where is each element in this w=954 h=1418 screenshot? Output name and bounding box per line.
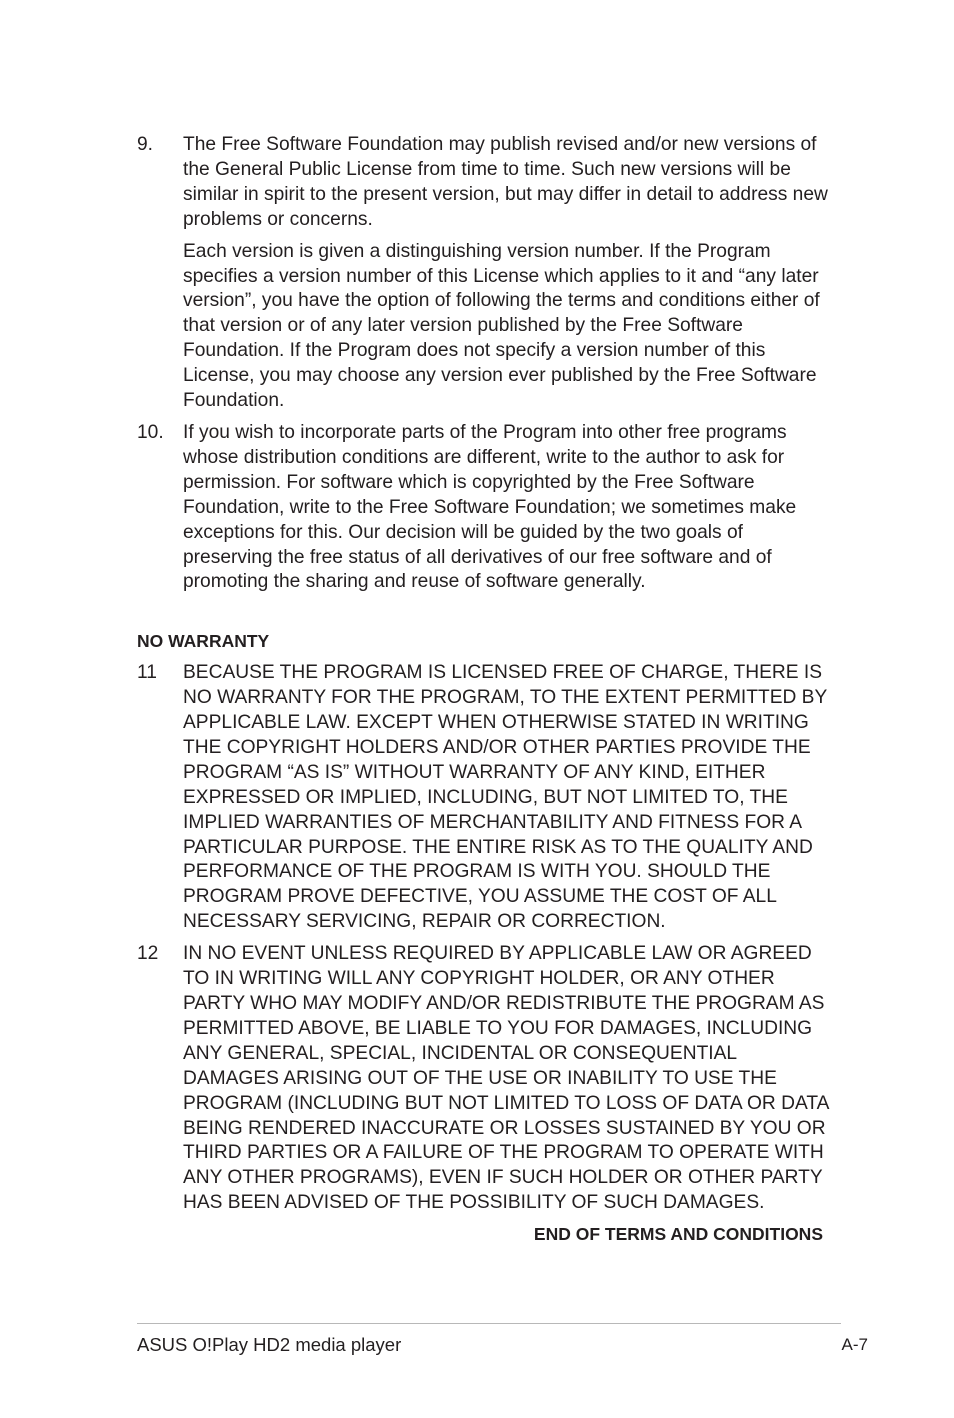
clause-11 bbox=[137, 661, 837, 935]
page-number: A-7 bbox=[841, 1335, 868, 1354]
clause-9 bbox=[137, 133, 837, 414]
page-content bbox=[137, 133, 837, 1247]
clause-number: 10. bbox=[137, 421, 164, 443]
clause-paragraph: If you wish to incorporate parts of the Program into other free programs whose distribution conditions are different, write to the author to ask for permission. For software which is copyrighted by the Free Software Foundation, write to the Free Software Foundation; we sometimes make exceptions for this. Our decision will be guided by the two goals of preserving the free status of all derivatives of our free software and of promoting the sharing and reuse of software generally. bbox=[183, 421, 797, 593]
clause-paragraph: Each version is given a distinguishing version number. If the Program specifies a version number of this License which applies to it and “any later version”, you have the option of following the terms and conditions either of that version or of any later version published by the Free Software Foundation. If the Program does not specify a version number of this License, you may choose any version ever published by the Free Software Foundation. bbox=[183, 240, 820, 412]
clause-paragraph: IN NO EVENT UNLESS REQUIRED BY APPLICABLE LAW OR AGREED TO IN WRITING WILL ANY COPYRIGHT HOLDER, OR ANY OTHER PARTY WHO MAY MODIFY AND/OR REDISTRIBUTE THE PROGRAM AS PERMITTED ABOVE, BE LIABLE TO YOU FOR DAMAGES, INCLUDING ANY GENERAL, SPECIAL, INCIDENTAL OR CONSEQUENTIAL DAMAGES ARISING OUT OF THE USE OR INABILITY TO USE THE PROGRAM (INCLUDING BUT NOT LIMITED TO LOSS OF DATA OR DATA BEING RENDERED INACCURATE OR LOSSES SUSTAINED BY YOU OR THIRD PARTIES OR A FAILURE OF THE PROGRAM TO OPERATE WITH ANY OTHER PROGRAMS), EVEN IF SUCH HOLDER OR OTHER PARTY HAS BEEN ADVISED OF THE POSSIBILITY OF SUCH DAMAGES. bbox=[183, 943, 829, 1214]
footer-title: ASUS O!Play HD2 media player bbox=[137, 1334, 402, 1355]
clause-body bbox=[183, 942, 837, 1216]
clause-12 bbox=[137, 942, 837, 1216]
clause-body bbox=[183, 133, 837, 414]
footer-divider bbox=[137, 1323, 841, 1324]
section-heading: NO WARRANTY bbox=[137, 631, 270, 652]
end-of-terms: END OF TERMS AND CONDITIONS bbox=[533, 1224, 823, 1245]
clause-paragraph: BECAUSE THE PROGRAM IS LICENSED FREE OF CHARGE, THERE IS NO WARRANTY FOR THE PROGRAM, TO THE EXTENT PERMITTED BY APPLICABLE LAW. EXCEPT WHEN OTHERWISE STATED IN WRITING THE COPYRIGHT HOLDERS AND/OR OTHER PARTIES PROVIDE THE PROGRAM “AS IS” WITHOUT WARRANTY OF ANY KIND, EITHER EXPRESSED OR IMPLIED, INCLUDING, BUT NOT LIMITED TO, THE IMPLIED WARRANTIES OF MERCHANTABILITY AND FITNESS FOR A PARTICULAR PURPOSE. THE ENTIRE RISK AS TO THE QUALITY AND PERFORMANCE OF THE PROGRAM IS WITH YOU. SHOULD THE PROGRAM PROVE DEFECTIVE, YOU ASSUME THE COST OF ALL NECESSARY SERVICING, REPAIR OR CORRECTION. bbox=[183, 662, 827, 933]
clause-body bbox=[183, 421, 837, 595]
clause-paragraph: The Free Software Foundation may publish revised and/or new versions of the General Public License from time to time. Such new versions will be similar in spirit to the present version, but may differ in detail to address new problems or concerns. bbox=[183, 134, 828, 230]
clause-body bbox=[183, 661, 837, 935]
clause-10 bbox=[137, 421, 837, 595]
clause-number: 12 bbox=[137, 943, 159, 965]
clause-number: 11 bbox=[137, 662, 157, 684]
clause-number: 9. bbox=[137, 134, 154, 155]
